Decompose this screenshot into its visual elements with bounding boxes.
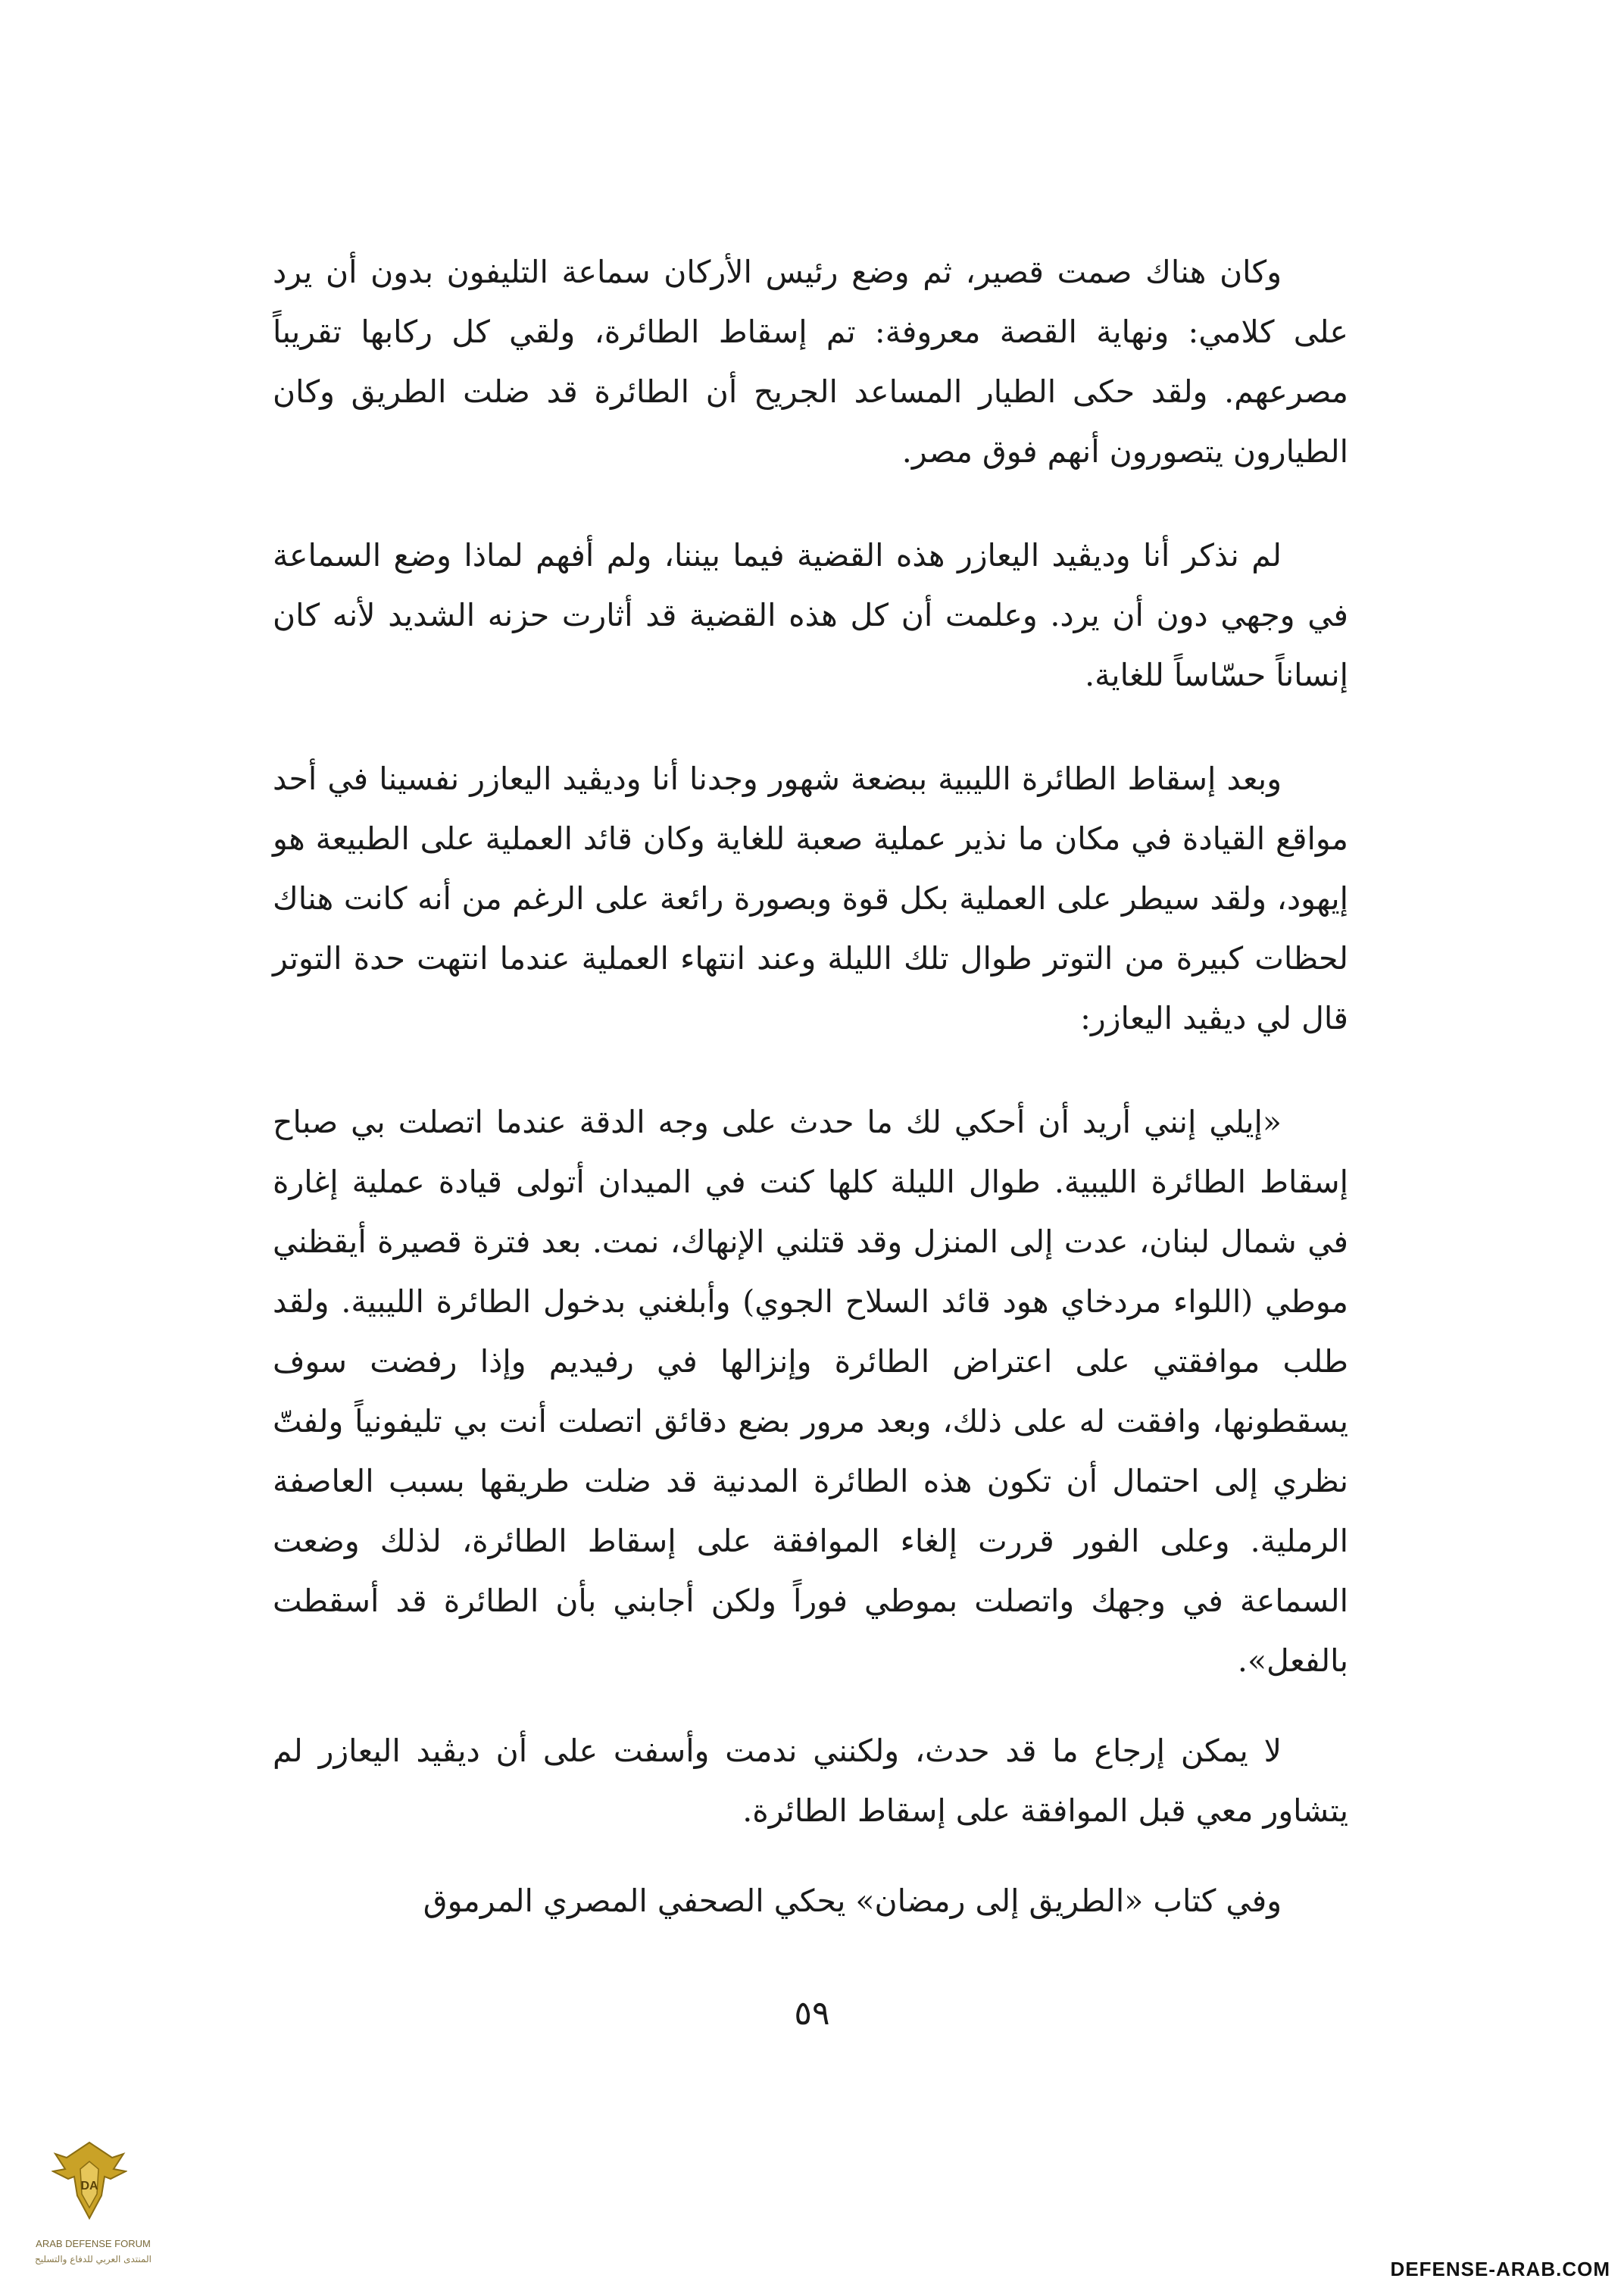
site-watermark: DEFENSE-ARAB.COM — [1390, 2258, 1610, 2280]
logo-caption-arabic: المنتدى العربي للدفاع والتسليح — [35, 2254, 151, 2264]
winged-shield-icon — [52, 2135, 127, 2233]
page-number: ٥٩ — [794, 1994, 830, 2033]
forum-logo[interactable] — [29, 2135, 151, 2279]
paragraph: لا يمكن إرجاع ما قد حدث، ولكنني ندمت وأسفت على أن ديڤيد اليعازر لم يتشاور معي قبل الموافقة على إسقاط الطائرة. — [273, 1733, 1348, 1829]
paragraph: «إيلي إنني أريد أن أحكي لك ما حدث على وجه الدقة عندما اتصلت بي صباح إسقاط الطائرة الليبية. طوال الليلة كلها كنت في الميدان أتولى قيادة عملية إغارة في شمال لبنان، عدت إلى المنزل وقد قتلني الإنهاك، نمت. بعد فترة قصيرة أيقظني موطي (اللواء مردخاي هود قائد السلاح الجوي) وأبلغني بدخول الطائرة الليبية. ولقد طلب موافقتي على اعتراض الطائرة وإنزالها في رفيديم وإذا رفضت سوف يسقطونها، وافقت له على ذلك، وبعد مرور بضع دقائق اتصلت أنت بي تليفونياً ولفتّ نظري إلى احتمال أن تكون هذه الطائرة المدنية قد ضلت طريقها بسبب العاصفة الرملية. وعلى الفور قررت إلغاء الموافقة على إسقاط الطائرة، لذلك وضعت السماعة في وجهك واتصلت بموطي فوراً ولكن أجابني بأن الطائرة قد أسقطت بالفعل». — [273, 1104, 1348, 1679]
logo-monogram: DA — [80, 2180, 98, 2193]
paragraph: وفي كتاب «الطريق إلى رمضان» يحكي الصحفي المصري المرموق — [423, 1883, 1282, 1919]
paragraph: وكان هناك صمت قصير، ثم وضع رئيس الأركان سماعة التليفون بدون أن يرد على كلامي: ونهاية القصة معروفة: تم إسقاط الطائرة، ولقي كل ركابها تقريباً مصرعهم. ولقد حكى الطيار المساعد الجريح أن الطائرة قد ضلت الطريق وكان الطيارون يتصورون أنهم فوق مصر. — [273, 254, 1348, 470]
logo-caption: ARAB DEFENSE FORUM — [36, 2238, 151, 2249]
paragraph: لم نذكر أنا وديڤيد اليعازر هذه القضية فيما بيننا، ولم أفهم لماذا وضع السماعة في وجهي دون أن يرد. وعلمت أن كل هذه القضية قد أثارت حزنه الشديد لأنه كان إنساناً حسّاساً للغاية. — [273, 537, 1348, 693]
document-body — [273, 242, 1348, 1975]
paragraph: وبعد إسقاط الطائرة الليبية ببضعة شهور وجدنا أنا وديڤيد اليعازر نفسينا في أحد مواقع القيادة في مكان ما نذير عملية صعبة للغاية وكان قائد العملية على الطبيعة هو إيهود، ولقد سيطر على العملية بكل قوة وبصورة رائعة على الرغم من أنه كانت هناك لحظات كبيرة من التوتر طوال تلك الليلة وعند انتهاء العملية عندما انتهت حدة التوتر قال لي ديڤيد اليعازر: — [273, 761, 1348, 1036]
